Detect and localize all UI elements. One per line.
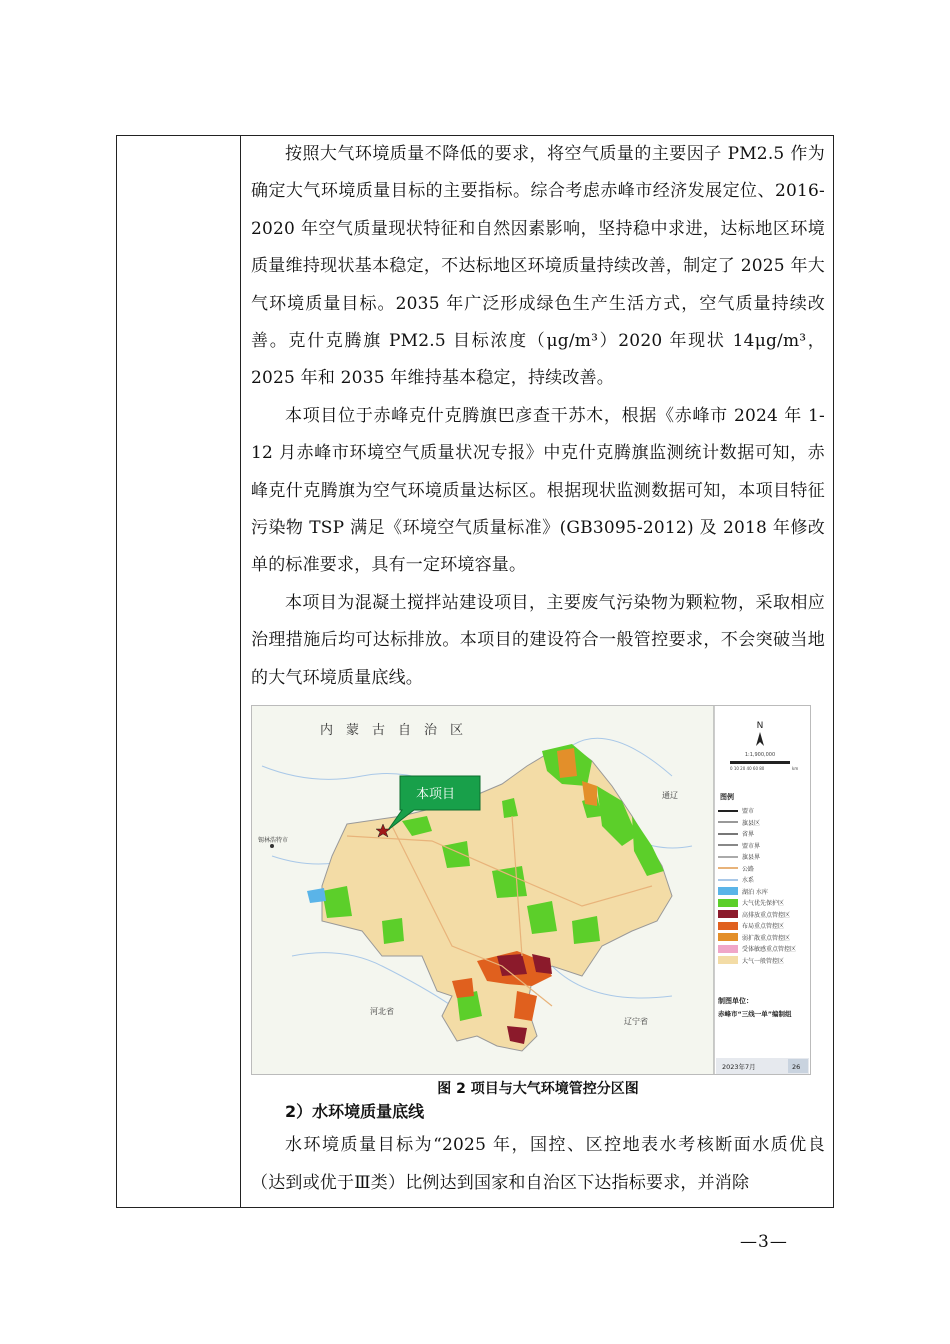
legend-label: 旗县界 — [742, 854, 761, 862]
label-xilinhot: 锡林浩特市 — [258, 837, 289, 845]
legend-swatch — [718, 821, 738, 823]
legend-item — [718, 851, 810, 863]
legend-title: 图例 — [720, 793, 734, 802]
legend-label: 受体敏感重点管控区 — [742, 946, 797, 954]
legend-item — [718, 920, 810, 932]
legend-label: 水系 — [742, 877, 755, 885]
scale-unit: km — [792, 766, 799, 772]
legend-swatch — [718, 910, 738, 918]
paragraph-water-target: 水环境质量目标为“2025 年，国控、区控地表水考核断面水质优良（达到或优于Ⅲ类）比例达到国家和自治区下达指标要求，并消除 — [251, 1135, 825, 1193]
legend-label: 湖泊 水库 — [742, 888, 768, 896]
north-arrow-icon: N — [756, 721, 764, 732]
legend-swatch — [718, 922, 738, 930]
legend-item — [718, 897, 810, 909]
legend-swatch — [718, 899, 738, 907]
legend-swatch — [718, 844, 738, 846]
legend-swatch — [718, 933, 738, 941]
map-page-number: 26 — [792, 1063, 801, 1072]
legend-item — [718, 805, 810, 817]
scale-ratio: 1:1,900,000 — [744, 752, 776, 759]
legend-label: 弱扩散重点管控区 — [742, 934, 791, 942]
callout-label: 本项目 — [416, 787, 456, 803]
scale-ticks: 0 10 20 40 60 80 — [730, 766, 765, 772]
legend-swatch — [718, 867, 738, 869]
air-zoning-map — [251, 705, 811, 1075]
legend-swatch — [718, 887, 738, 895]
scale-bar — [730, 761, 790, 764]
legend-list — [718, 805, 810, 966]
legend-label: 旗县区 — [742, 819, 761, 827]
map-title-label: 内 蒙 古 自 治 区 — [320, 723, 464, 739]
legend-item — [718, 932, 810, 944]
label-hebei: 河北省 — [370, 1007, 394, 1017]
legend-item — [718, 828, 810, 840]
paragraph-air-target: 按照大气环境质量不降低的要求，将空气质量的主要因子 PM2.5 作为确定大气环境质量目标的主要指标。综合考虑赤峰市经济发展定位、2016-2020 年空气质量现状特征和自然因素影响，坚持稳中求进，达标地区环境质量维持现状基本稳定，不达标地区环境质量持续改善，制定了 2025 年大气环境质量目标。2035 年广泛形成绿色生产生活方式，空气质量持续改善。克什克腾旗 PM2.5 目标浓度（μg/m³）2020 年现状 14μg/m³，2025 年和 2035 年维持基本稳定，持续改善。 — [251, 144, 825, 389]
legend-item — [718, 863, 810, 875]
legend-label: 公路 — [742, 865, 755, 873]
maker-label: 制图单位： — [718, 997, 753, 1006]
legend-item — [718, 817, 810, 829]
paragraph-project-location: 本项目位于赤峰克什克腾旗巴彦查干苏木，根据《赤峰市 2024 年 1-12 月赤峰市环境空气质量状况专报》中克什克腾旗监测统计数据可知，赤峰克什克腾旗为空气环境质量达标区。根据现状监测数据可知，本项目特征污染物 TSP 满足《环境空气质量标准》(GB3095-2012) 及 2018 年修改单的标准要求，具有一定环境容量。 — [251, 405, 825, 576]
legend-item — [718, 886, 810, 898]
legend-item — [718, 943, 810, 955]
figure-caption: 图 2 项目与大气环境管控分区图 — [437, 1081, 639, 1098]
legend-swatch — [718, 856, 738, 858]
legend-swatch — [718, 879, 738, 881]
legend-label: 布局重点管控区 — [742, 923, 785, 931]
legend-item — [718, 955, 810, 967]
legend-item — [718, 840, 810, 852]
legend-item — [718, 909, 810, 921]
legend-label: 盟市 — [742, 808, 755, 816]
label-liaoning: 辽宁省 — [624, 1017, 648, 1027]
legend-label: 大气一般管控区 — [742, 957, 785, 965]
page-number: —3— — [740, 1232, 788, 1252]
legend-swatch — [718, 810, 738, 812]
paragraph-project-emissions: 本项目为混凝土搅拌站建设项目，主要废气污染物为颗粒物，采取相应治理措施后均可达标排放。本项目的建设符合一般管控要求，不会突破当地的大气环境质量底线。 — [251, 592, 825, 688]
legend-swatch — [718, 956, 738, 964]
table-column-divider — [240, 135, 241, 1208]
legend-label: 省界 — [742, 831, 755, 839]
legend-label: 大气优先保护区 — [742, 900, 785, 908]
legend-swatch — [718, 945, 738, 953]
legend-swatch — [718, 833, 738, 835]
legend-label: 盟市界 — [742, 842, 761, 850]
legend-item — [718, 874, 810, 886]
section-subheading: 2）水环境质量底线 — [285, 1102, 425, 1122]
city-dot — [270, 844, 274, 848]
content-cell — [251, 136, 825, 1202]
map-date: 2023年7月 — [722, 1063, 756, 1072]
legend-label: 高排放重点管控区 — [742, 911, 791, 919]
label-tongliao: 通辽 — [662, 791, 678, 801]
maker-name: 赤峰市“三线一单”编制组 — [718, 1010, 792, 1019]
